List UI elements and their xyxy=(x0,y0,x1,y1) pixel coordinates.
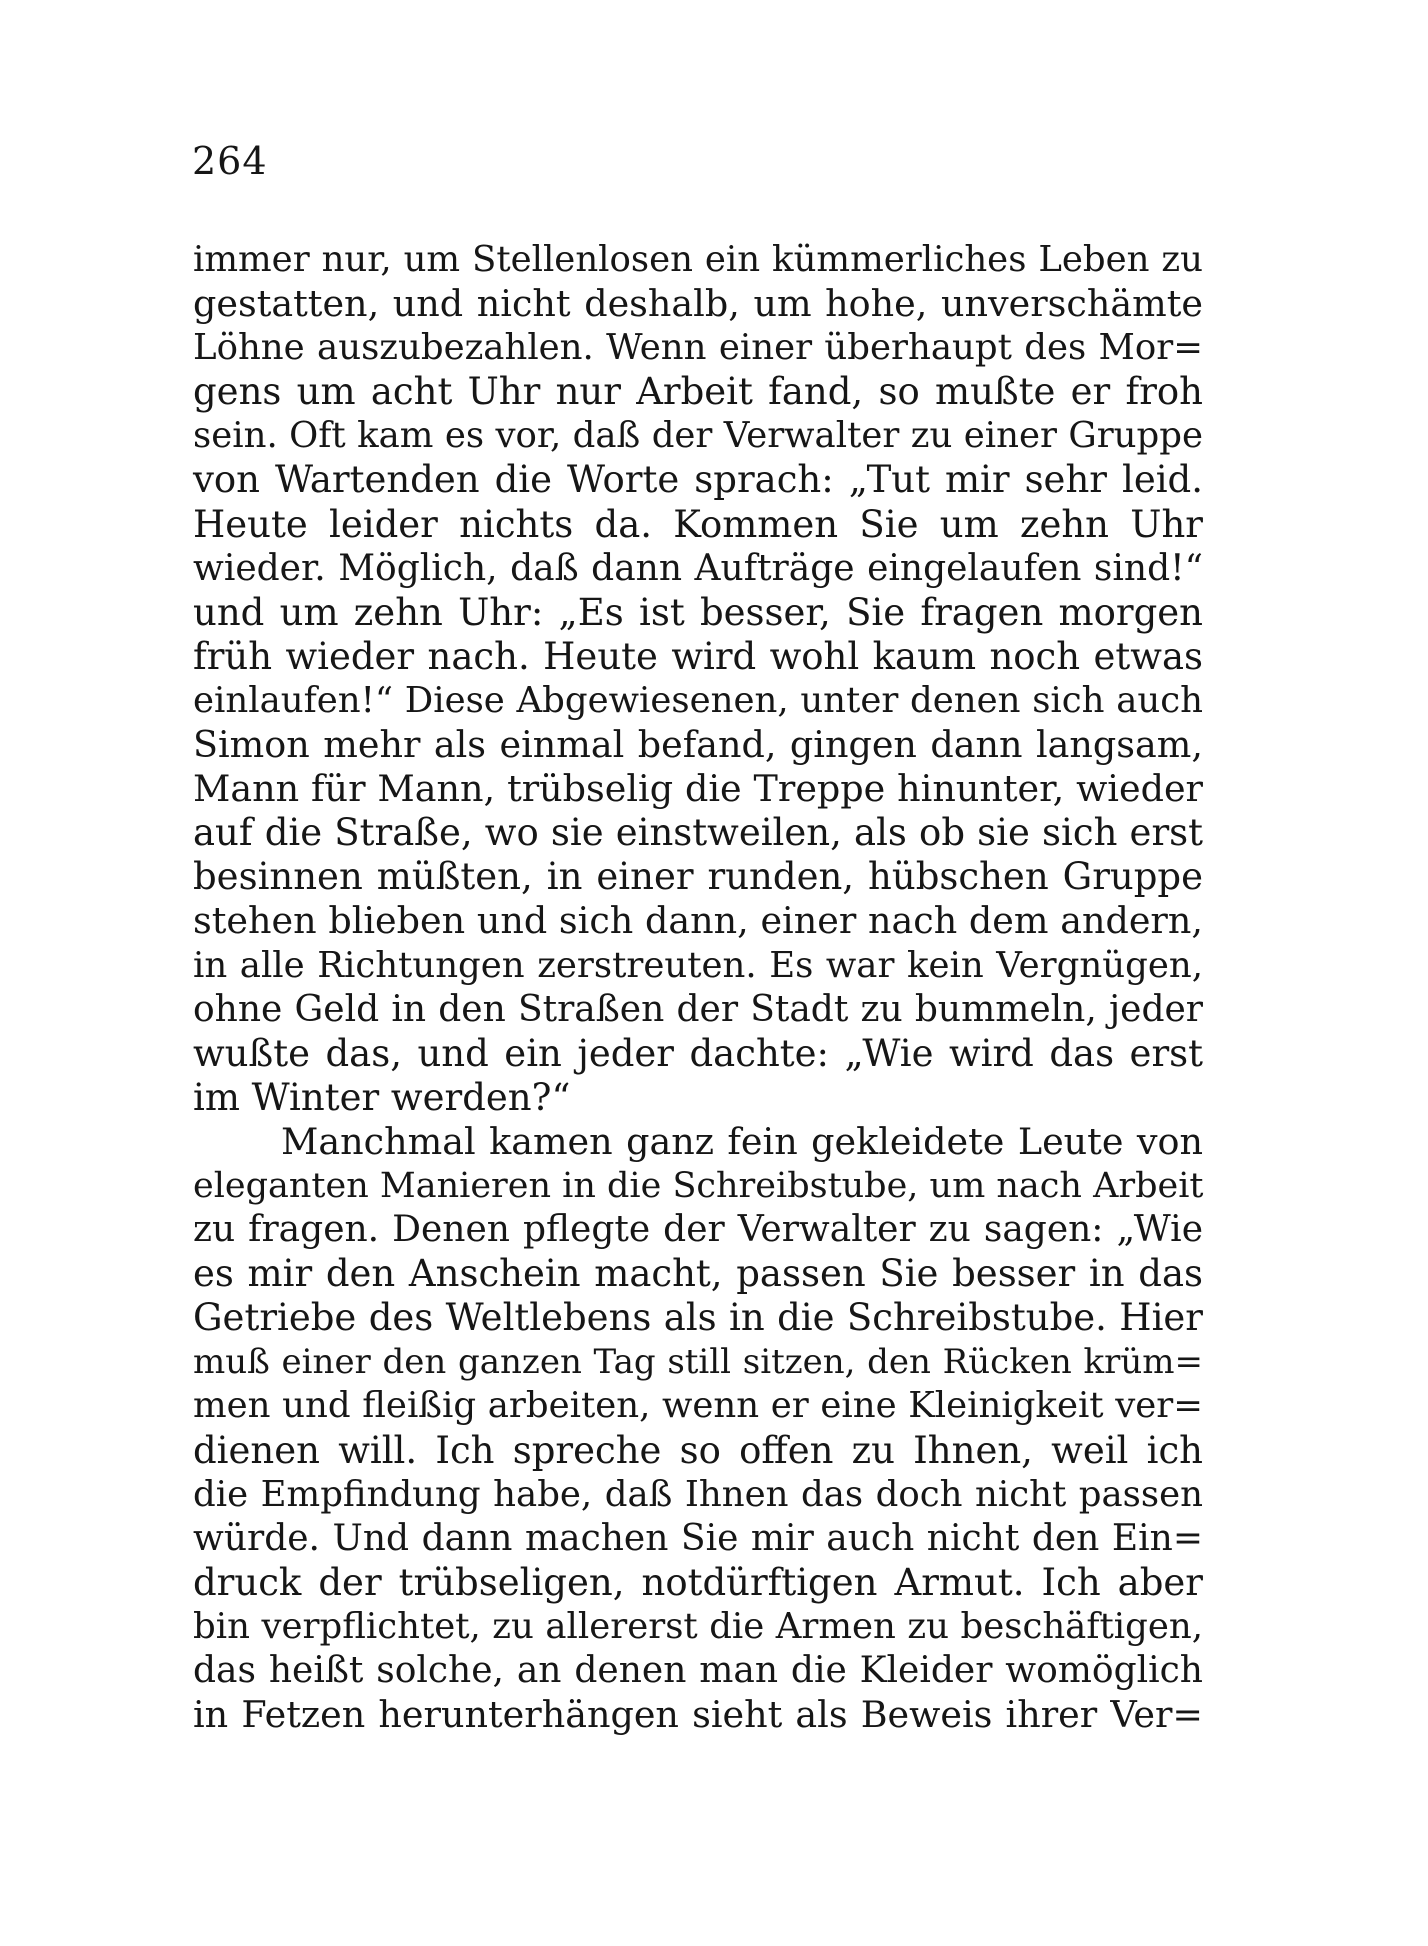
text-line: men und fleißig arbeiten, wenn er eine Kleinigkeit ver= xyxy=(193,1385,1203,1427)
text-line: einlaufen!“ Diese Abgewiesenen, unter denen sich auch xyxy=(193,679,1203,721)
paragraph-start-line: Manchmal kamen ganz fein gekleidete Leute von xyxy=(281,1119,1203,1163)
text-line: zu fragen. Denen pflegte der Verwalter zu sagen: „Wie xyxy=(193,1209,1203,1251)
text-line: von Wartenden die Worte sprach: „Tut mir sehr leid. xyxy=(193,458,1203,502)
text-line: besinnen müßten, in einer runden, hübschen Gruppe xyxy=(193,855,1203,899)
text-line: früh wieder nach. Heute wird wohl kaum noch etwas xyxy=(193,634,1203,678)
text-line: Getriebe des Weltlebens als in die Schreibstube. Hier xyxy=(193,1296,1203,1340)
text-line: würde. Und dann machen Sie mir auch nicht den Ein= xyxy=(193,1517,1203,1559)
text-line: in alle Richtungen zerstreuten. Es war kein Vergnügen, xyxy=(193,944,1203,986)
text-line: dienen will. Ich spreche so offen zu Ihnen, weil ich xyxy=(193,1428,1203,1472)
text-line: immer nur, um Stellenlosen ein kümmerliches Leben zu xyxy=(193,239,1203,280)
text-line: auf die Straße, wo sie einstweilen, als ob sie sich erst xyxy=(193,811,1203,855)
text-line: gens um acht Uhr nur Arbeit fand, so mußte er froh xyxy=(193,370,1203,414)
text-line: in Fetzen herunterhängen sieht als Beweis ihrer Ver= xyxy=(193,1693,1203,1737)
text-line: gestatten, und nicht deshalb, um hohe, unverschämte xyxy=(193,282,1203,326)
text-line: das heißt solche, an denen man die Kleider womöglich xyxy=(193,1650,1203,1691)
text-line: Mann für Mann, trübselig die Treppe hinunter, wieder xyxy=(193,767,1203,811)
text-line: wußte das, und ein jeder dachte: „Wie wird das erst xyxy=(193,1031,1203,1075)
text-line: Simon mehr als einmal befand, gingen dann langsam, xyxy=(193,723,1203,767)
text-line: es mir den Anschein macht, passen Sie besser in das xyxy=(193,1252,1203,1296)
text-line: muß einer den ganzen Tag still sitzen, den Rücken krüm= xyxy=(193,1342,1203,1383)
page-number: 264 xyxy=(192,139,268,183)
text-line: stehen blieben und sich dann, einer nach dem andern, xyxy=(193,899,1203,943)
text-line: die Empfindung habe, daß Ihnen das doch nicht passen xyxy=(193,1473,1203,1515)
text-line: ohne Geld in den Straßen der Stadt zu bummeln, jeder xyxy=(193,988,1203,1030)
text-line: druck der trübseligen, notdürftigen Armut. Ich aber xyxy=(193,1560,1203,1604)
text-line: sein. Oft kam es vor, daß der Verwalter zu einer Gruppe xyxy=(193,415,1203,457)
body-text xyxy=(193,238,1203,1737)
paragraph-end-line: im Winter werden?“ xyxy=(193,1075,571,1119)
text-line: Löhne auszubezahlen. Wenn einer überhaupt des Mor= xyxy=(193,327,1203,369)
text-line: bin verpflichtet, zu allererst die Armen zu beschäftigen, xyxy=(193,1605,1203,1647)
text-line: Heute leider nichts da. Kommen Sie um zehn Uhr xyxy=(193,502,1203,546)
text-line: wieder. Möglich, daß dann Aufträge eingelaufen sind!“ xyxy=(193,547,1203,589)
text-line: und um zehn Uhr: „Es ist besser, Sie fragen morgen xyxy=(193,590,1203,634)
text-line: eleganten Manieren in die Schreibstube, um nach Arbeit xyxy=(193,1165,1204,1206)
